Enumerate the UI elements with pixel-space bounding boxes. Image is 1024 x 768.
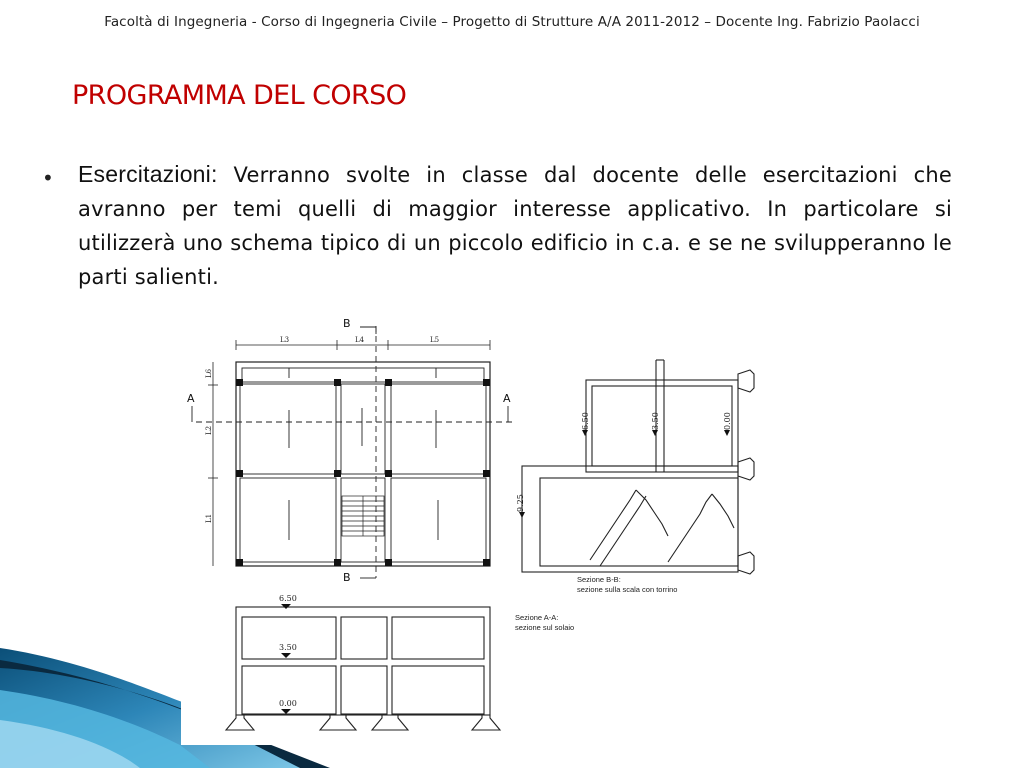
bullet-marker: • [42,166,54,190]
dim-l3: L3 [280,336,290,344]
svg-text:3.50: 3.50 [651,412,660,430]
bullet-lead: Esercitazioni: [78,161,218,187]
section-label-b-bottom: B [343,571,351,584]
svg-text:6.50: 6.50 [279,594,297,603]
section-label-a-left: A [187,392,195,405]
dim-l2: L2 [205,425,213,435]
section-label-b-top: B [343,317,351,330]
dim-l5: L5 [430,336,440,344]
floor-plan [208,340,490,566]
slide-title: PROGRAMMA DEL CORSO [72,80,407,111]
section-bb-caption-text: sezione sulla scala con torrino [577,585,678,594]
slide-header: Facoltà di Ingegneria - Corso di Ingegneria Civile – Progetto di Strutture A/A 2011-2012 – Docente Ing. Fabrizio Paolacci [104,14,920,30]
svg-text:0.00: 0.00 [279,699,297,708]
section-aa-caption-text: sezione sul solaio [515,623,575,632]
section-aa-caption-title: Sezione A-A: [515,613,559,622]
section-cut-lines [196,326,512,578]
dim-l4: L4 [355,336,365,344]
bullet-body: Verranno svolte in classe dal docente delle esercitazioni che avranno per temi quelli di maggior interesse applicativo. In particolare si utilizzerà uno schema tipico di un piccolo edificio in c.a. e se ne svilupperanno le parti salienti. [78,163,952,289]
plan-columns [236,379,490,566]
section-bb-caption-title: Sezione B-B: [577,575,621,584]
section-aa [226,607,500,730]
section-bb [522,360,754,574]
section-label-a-right: A [503,392,511,405]
dim-l6: L6 [205,368,213,378]
svg-text:9.25: 9.25 [516,494,525,512]
section-bb-levels [516,412,732,512]
svg-text:3.50: 3.50 [279,643,297,652]
svg-text:6.50: 6.50 [581,412,590,430]
dim-l1: L1 [205,513,213,523]
svg-text:0.00: 0.00 [723,412,732,430]
section-aa-levels [279,594,297,708]
